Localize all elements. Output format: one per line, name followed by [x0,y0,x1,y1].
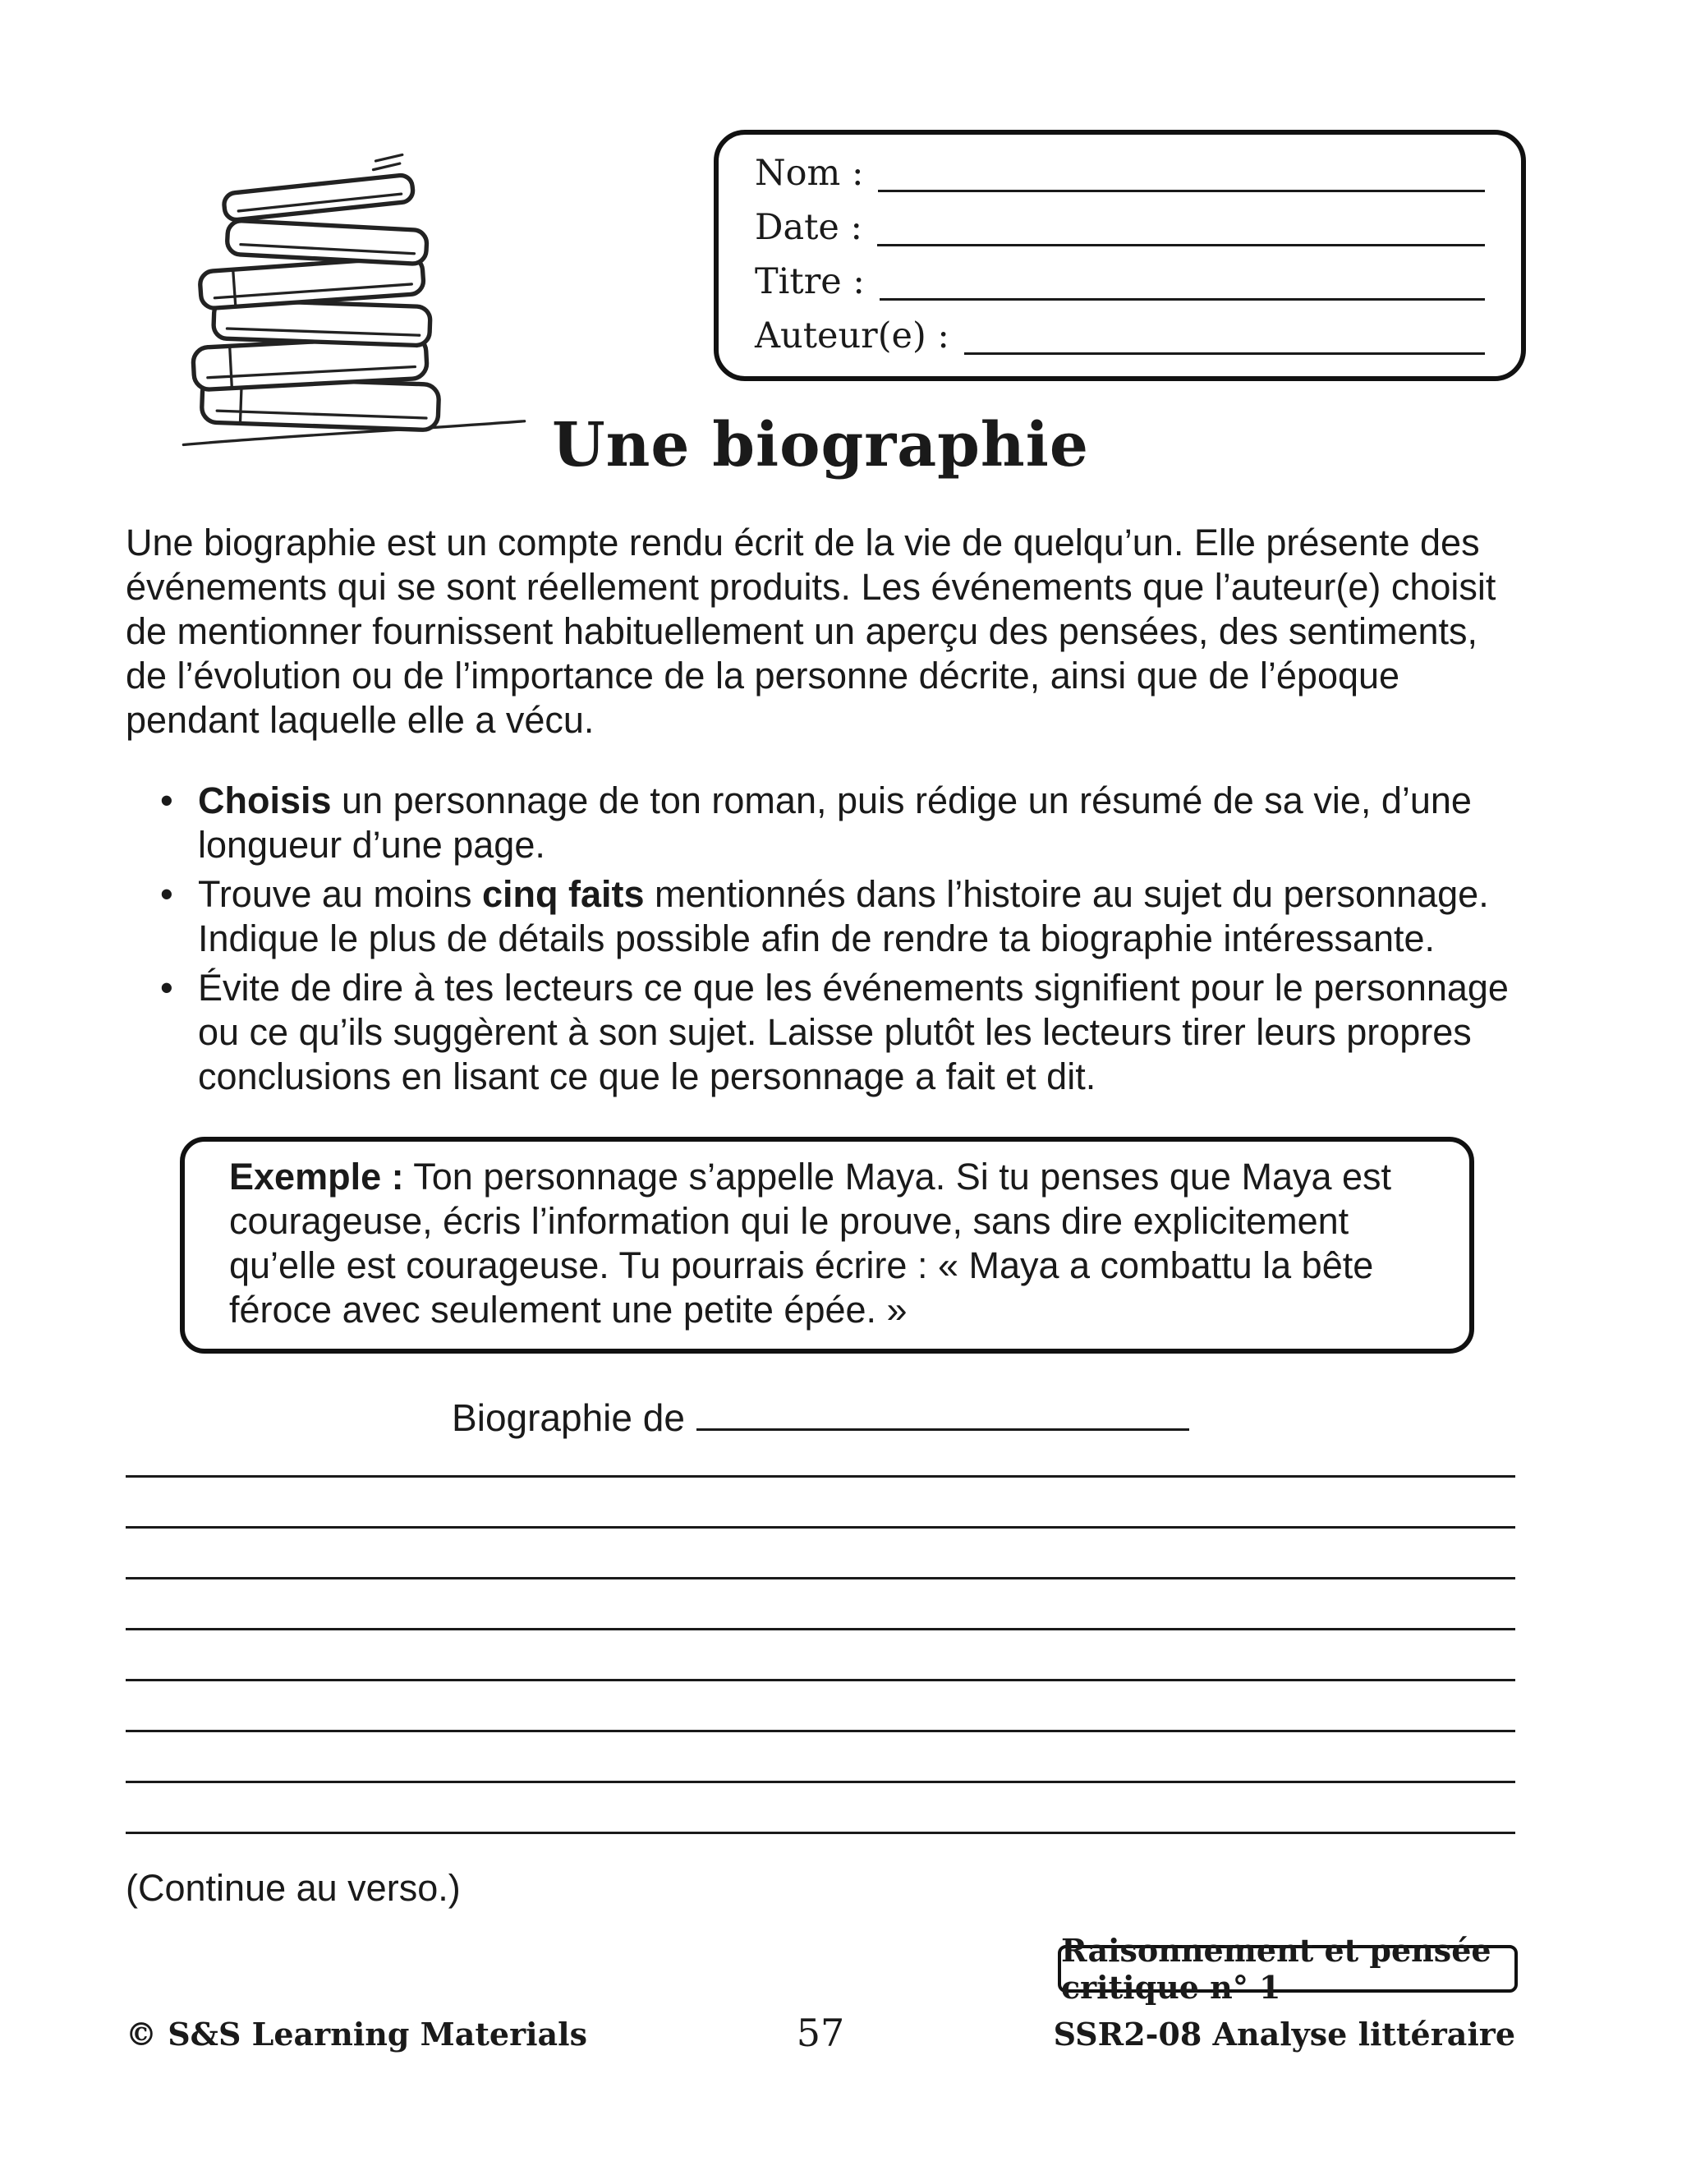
series-code-text: SSR2-08 Analyse littéraire [1053,2016,1515,2053]
writing-line[interactable] [126,1732,1515,1783]
writing-line[interactable] [126,1579,1515,1630]
instruction-text: Évite de dire à tes lecteurs ce que les événements signifient pour le personnage ou ce qu’ils suggèrent à son sujet. Laisse plutôt les lecteurs tirer leurs propres conclusions en lisant ce que le personnage a fait et dit. [198,967,1509,1097]
writing-line[interactable] [126,1442,1515,1478]
intro-paragraph: Une biographie est un compte rendu écrit de la vie de quelqu’un. Elle présente des événements qui se sont réellement produits. Les événements que l’auteur(e) choisit de mentionner fournissent habituellement un aperçu des pensées, des sentiments, de l’évolution ou de l’importance de la personne décrite, ainsi que de l’époque pendant laquelle elle a vécu. [126,522,1496,741]
writing-line[interactable] [126,1529,1515,1579]
continue-note: (Continue au verso.) [126,1867,461,1909]
writing-line[interactable] [126,1478,1515,1529]
instruction-item-3 [160,966,1515,1099]
page-footer [126,2011,1515,2060]
instruction-text: un personnage de ton roman, puis rédige un résumé de sa vie, d’une longueur d’une page. [198,779,1472,866]
page-number: 57 [796,2011,845,2055]
writing-line[interactable] [126,1681,1515,1732]
skill-badge: Raisonnement et pensée critique n° 1 [1058,1945,1518,1993]
writing-line[interactable] [126,1783,1515,1834]
instruction-item-2 [160,872,1515,961]
author-label: Auteur(e) : [755,315,949,356]
instruction-text: Trouve au moins [198,873,482,915]
bullet-icon: • [160,779,173,821]
instruction-text: mentionnés dans l’histoire au sujet du personnage. Indique le plus de détails possible afin de rendre ta biographie intéressante. [198,873,1489,959]
date-label: Date : [755,207,862,248]
instruction-bold-text: Choisis [198,779,332,821]
instruction-bold-text: cinq faits [481,873,645,915]
instruction-item-1 [160,779,1515,867]
biography-of-line [126,1393,1515,1442]
copyright-text: © S&S Learning Materials [126,2016,588,2053]
example-label: Exemple : [229,1156,404,1198]
page-title: Une biographie [552,410,1089,480]
writing-line[interactable] [126,1630,1515,1681]
biography-name-input-line[interactable] [696,1423,1189,1431]
example-box [180,1137,1474,1354]
example-text: Ton personnage s’appelle Maya. Si tu penses que Maya est courageuse, écris l’information qui le prouve, sans dire explicitement qu’elle est courageuse. Tu pourrais écrire : « Maya a combattu la bête féroce avec seulement une petite épée. » [229,1156,1392,1331]
writing-lines [126,1442,1515,1834]
bullet-icon: • [160,967,173,1009]
bullet-icon: • [160,873,173,915]
main-content [126,0,1515,1911]
name-label: Nom : [755,153,864,194]
title-label: Titre : [755,261,865,302]
instructions-list [126,779,1515,1099]
biography-of-label: Biographie de [452,1396,685,1439]
